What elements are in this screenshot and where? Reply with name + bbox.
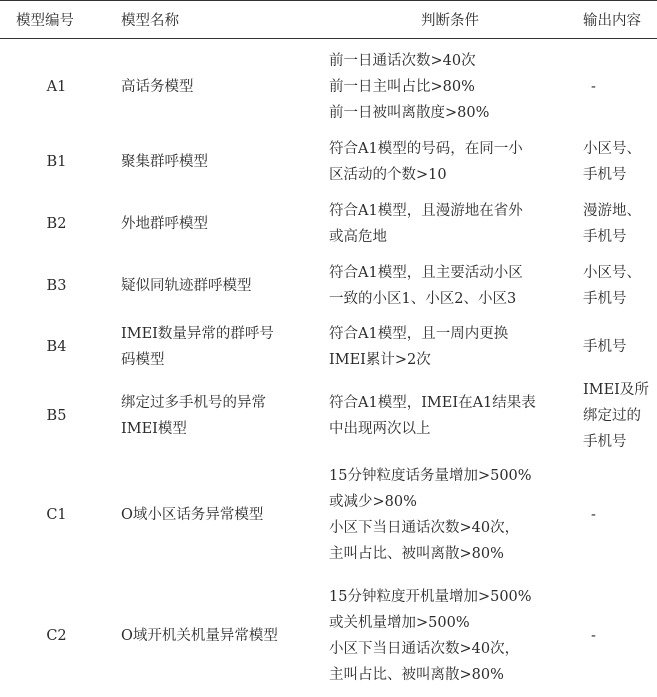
condition-line: 区活动的个数>10 — [329, 166, 447, 183]
condition-line: 或高危地 — [329, 228, 387, 245]
header-model-name: 模型名称 — [113, 1, 323, 39]
condition — [323, 255, 577, 317]
condition-line: 中出现两次以上 — [329, 420, 431, 437]
model-code: B3 — [46, 277, 67, 294]
condition-line: 前一日通话次数>40次 — [329, 52, 476, 69]
model-name — [113, 455, 323, 576]
output — [577, 131, 657, 193]
condition-line: 主叫占比、被叫离散>80% — [329, 546, 504, 562]
condition-line: 主叫占比、被叫离散>80% — [329, 667, 504, 683]
output — [577, 255, 657, 317]
output-line: 绑定过的 — [583, 407, 641, 424]
output-line: 漫游地、 — [583, 202, 641, 219]
model-name-line: 高话务模型 — [121, 78, 194, 95]
model-name — [113, 576, 323, 697]
model-name-line: IMEI模型 — [121, 420, 187, 437]
output-line: - — [591, 628, 596, 644]
condition-line: IMEI累计>2次 — [329, 351, 431, 368]
table-row — [0, 455, 657, 576]
model-name — [113, 193, 323, 255]
condition — [323, 455, 577, 576]
condition — [323, 377, 577, 455]
model-code: B1 — [46, 153, 67, 170]
condition-line: 15分钟粒度开机量增加>500% — [329, 589, 532, 605]
output-line: 手机号 — [583, 228, 627, 245]
condition-line: 符合A1模型，且主要活动小区 — [329, 264, 523, 281]
condition — [323, 576, 577, 697]
condition-line: 小区下当日通话次数>40次， — [329, 520, 520, 536]
model-name-line: O域开机关机量异常模型 — [121, 628, 278, 644]
output — [577, 455, 657, 576]
output — [577, 576, 657, 697]
condition — [323, 317, 577, 377]
model-name-line: 疑似同轨迹群呼模型 — [121, 277, 252, 294]
model-name-line: 码模型 — [121, 351, 165, 368]
model-name — [113, 377, 323, 455]
condition-line: 一致的小区1、小区2、小区3 — [329, 290, 517, 307]
table-row — [0, 131, 657, 193]
output-line: 小区号、 — [583, 264, 641, 281]
header-model-code: 模型编号 — [0, 1, 113, 39]
table-row — [0, 317, 657, 377]
output-line: IMEI及所 — [583, 381, 649, 398]
output — [577, 39, 657, 131]
header-condition: 判断条件 — [323, 1, 577, 39]
condition-line: 符合A1模型，且一周内更换 — [329, 325, 509, 342]
condition — [323, 131, 577, 193]
table-row — [0, 255, 657, 317]
model-code: C1 — [46, 507, 67, 523]
output-line: - — [591, 78, 596, 95]
table-row — [0, 39, 657, 131]
header-output: 输出内容 — [577, 1, 657, 39]
condition-line: 或减少>80% — [329, 494, 417, 510]
model-code: B5 — [46, 407, 67, 424]
model-name — [113, 317, 323, 377]
table-header — [0, 1, 657, 39]
condition-line: 前一日主叫占比>80% — [329, 78, 475, 95]
header-row — [0, 1, 657, 39]
output-line: - — [591, 507, 596, 523]
model-name — [113, 255, 323, 317]
model-name-line: 绑定过多手机号的异常 — [121, 394, 266, 411]
model-name-line: 外地群呼模型 — [121, 215, 208, 232]
condition-line: 符合A1模型的号码，在同一小 — [329, 140, 523, 157]
table-row — [0, 193, 657, 255]
model-code: C2 — [46, 628, 67, 644]
model-name-line: O域小区话务异常模型 — [121, 507, 264, 523]
condition-line: 小区下当日通话次数>40次， — [329, 641, 520, 657]
condition-line: 符合A1模型，且漫游地在省外 — [329, 202, 523, 219]
output — [577, 193, 657, 255]
condition-line: 或关机量增加>500% — [329, 615, 470, 631]
model-code: B4 — [46, 338, 67, 355]
model-code: B2 — [46, 215, 67, 232]
output-line: 手机号 — [583, 290, 627, 307]
model-name — [113, 39, 323, 131]
output-line: 手机号 — [583, 338, 627, 355]
model-code: A1 — [46, 78, 67, 95]
condition-line: 前一日被叫离散度>80% — [329, 104, 490, 121]
table-row — [0, 377, 657, 455]
output — [577, 377, 657, 455]
table-body — [0, 39, 657, 697]
condition — [323, 39, 577, 131]
output-line: 小区号、 — [583, 140, 641, 157]
output-line: 手机号 — [583, 166, 627, 183]
output — [577, 317, 657, 377]
model-name — [113, 131, 323, 193]
output-line: 手机号 — [583, 433, 627, 450]
condition — [323, 193, 577, 255]
table-row — [0, 576, 657, 697]
model-name-line: 聚集群呼模型 — [121, 153, 208, 170]
condition-line: 15分钟粒度话务量增加>500% — [329, 468, 532, 484]
model-name-line: IMEI数量异常的群呼号 — [121, 325, 274, 342]
condition-line: 符合A1模型，IMEI在A1结果表 — [329, 394, 536, 411]
